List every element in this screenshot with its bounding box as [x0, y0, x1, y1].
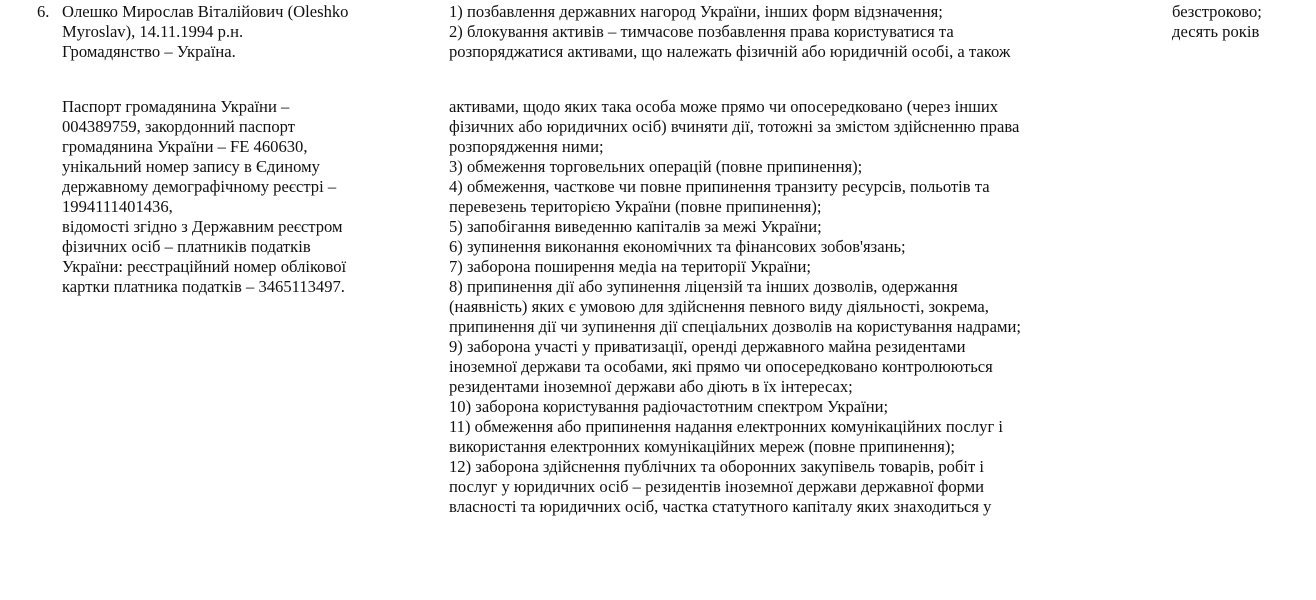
sanction-line: 8) припинення дії або зупинення ліцензій та інших дозволів, одержання	[449, 277, 958, 296]
person-id-line: України: реєстраційний номер облікової	[62, 257, 347, 276]
term-line: десять років	[1172, 22, 1260, 41]
sanction-line: припинення дії чи зупинення дії спеціальних дозволів на користування надрами;	[449, 317, 1021, 336]
sanction-line: 2) блокування активів – тимчасове позбавлення права користуватися та	[449, 22, 954, 41]
person-citizenship: Громадянство – Україна.	[62, 42, 236, 61]
sanction-line: 3) обмеження торговельних операцій (повне припинення);	[449, 157, 863, 176]
sanction-line: (наявність) яких є умовою для здійснення певного виду діяльності, зокрема,	[449, 297, 989, 316]
person-name-line: Олешко Мирослав Віталійович (Oleshko	[62, 2, 349, 21]
sanction-line: розпоряджатися активами, що належать фізичній або юридичній особі, а також	[449, 42, 1011, 61]
sanction-line: послуг у юридичних осіб – резидентів іноземної держави державної форми	[449, 477, 985, 496]
sanction-line: 10) заборона користування радіочастотним спектром України;	[449, 397, 889, 416]
person-id-line: унікальний номер запису в Єдиному	[62, 157, 320, 176]
person-id-line: державному демографічному реєстрі –	[62, 177, 337, 196]
sanction-line: 6) зупинення виконання економічних та фінансових зобов'язань;	[449, 237, 906, 256]
sanction-line: 11) обмеження або припинення надання електронних комунікаційних послуг і	[449, 417, 1004, 436]
person-id-line: громадянина України – FE 460630,	[62, 137, 308, 156]
record-number: 6.	[37, 2, 50, 21]
person-id-line: 004389759, закордонний паспорт	[62, 117, 296, 136]
person-id-line: фізичних осіб – платників податків	[62, 237, 311, 256]
person-id-line: 1994111401436,	[62, 197, 173, 216]
sanction-line: фізичних або юридичних осіб) вчиняти дії, тотожні за змістом здійсненню права	[449, 117, 1020, 136]
person-id-line: відомості згідно з Державним реєстром	[62, 217, 343, 236]
sanction-line: розпорядження ними;	[449, 137, 604, 156]
sanction-line: активами, щодо яких така особа може прямо чи опосередковано (через інших	[449, 97, 999, 116]
person-name-line: Myroslav), 14.11.1994 р.н.	[62, 22, 244, 41]
sanction-line: власності та юридичних осіб, частка статутного капіталу яких знаходиться у	[449, 497, 992, 516]
sanction-line: 9) заборона участі у приватизації, оренді державного майна резидентами	[449, 337, 966, 356]
term-line: безстроково;	[1172, 2, 1262, 21]
sanction-line: резидентами іноземної держави або діють в їх інтересах;	[449, 377, 853, 396]
sanction-line: 4) обмеження, часткове чи повне припинення транзиту ресурсів, польотів та	[449, 177, 990, 196]
sanction-line: використання електронних комунікаційних мереж (повне припинення);	[449, 437, 956, 456]
person-id-line: картки платника податків – 3465113497.	[62, 277, 345, 296]
sanction-line: 5) запобігання виведенню капіталів за межі України;	[449, 217, 822, 236]
sanction-line: іноземної держави та особами, які прямо чи опосередковано контролюються	[449, 357, 993, 376]
sanction-line: 12) заборона здійснення публічних та оборонних закупівель товарів, робіт і	[449, 457, 985, 476]
person-id-line: Паспорт громадянина України –	[62, 97, 290, 116]
sanction-line: 7) заборона поширення медіа на території України;	[449, 257, 812, 276]
sanction-line: перевезень територією України (повне припинення);	[449, 197, 822, 216]
sanction-line: 1) позбавлення державних нагород України, інших форм відзначення;	[449, 2, 943, 21]
